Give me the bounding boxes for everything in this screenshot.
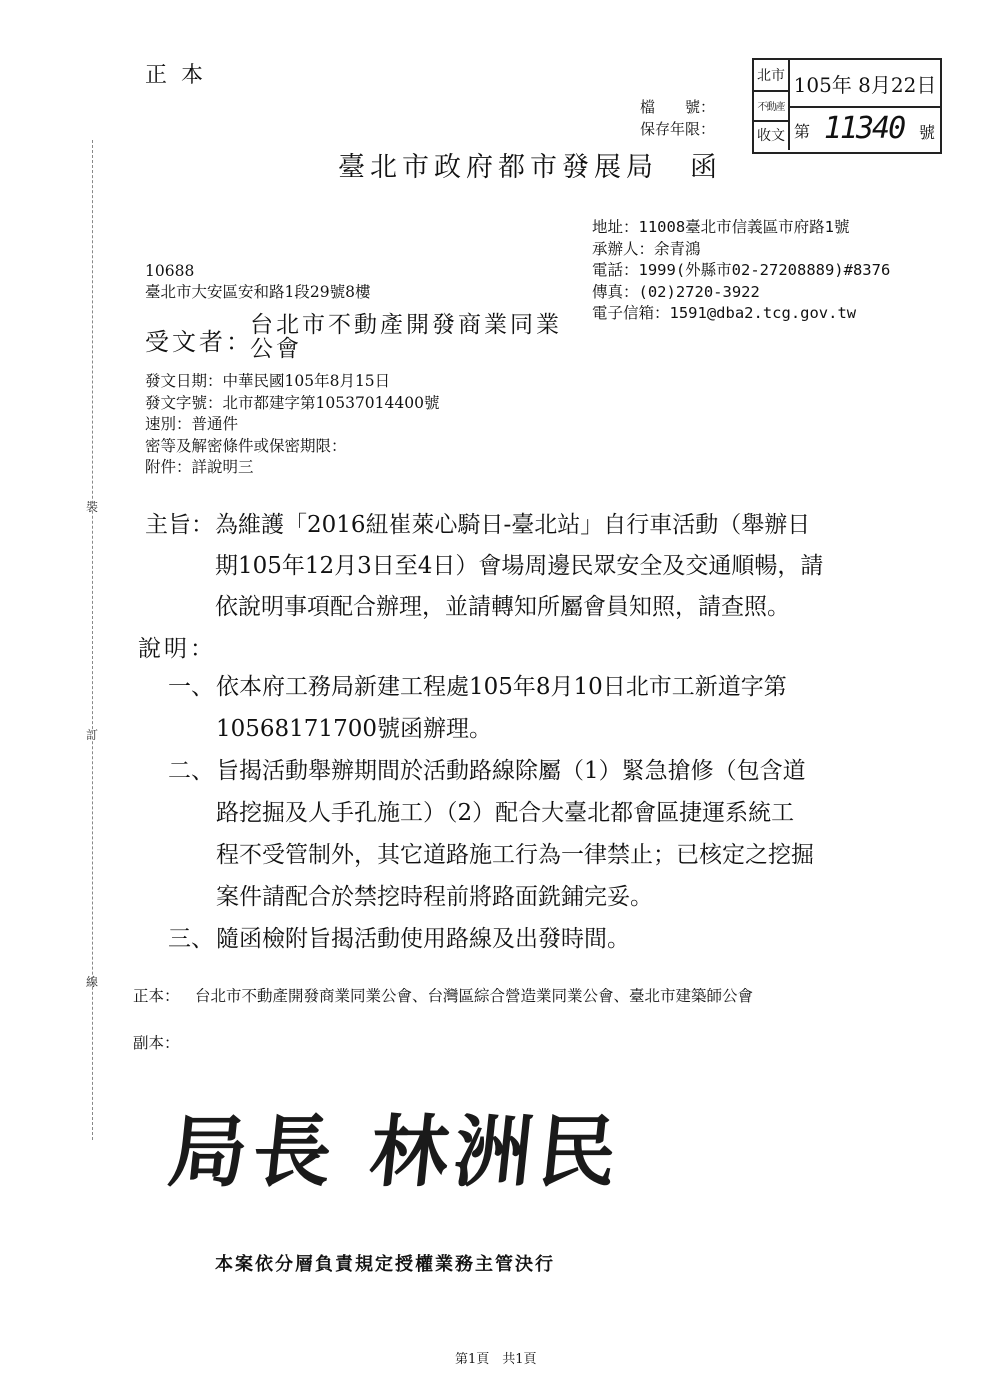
explanation-item	[168, 666, 928, 750]
contact-block	[592, 217, 890, 325]
copy-label: 副本：	[133, 1034, 180, 1052]
item-line: 案件請配合於禁挖時程前將路面銑鋪完妥。	[216, 884, 653, 910]
file-info	[640, 96, 715, 140]
stamp-date: 105年 8月22日	[790, 60, 940, 108]
delivery-speed: 速別：普通件	[145, 415, 239, 434]
item-line: 隨函檢附旨揭活動使用路線及出發時間。	[216, 926, 630, 952]
stamp-org-1: 北市	[754, 60, 790, 92]
retention-label: 保存年限：	[640, 120, 716, 138]
stamp-org-2: 不動產	[754, 90, 790, 122]
item-number: 一、	[168, 674, 214, 700]
document-title: 臺北市政府都市發展局 函	[338, 152, 722, 183]
subject-label: 主旨：	[145, 512, 214, 538]
recipient-name: 台北市不動產開發商業同業公會	[250, 312, 562, 362]
secrecy-level: 密等及解密條件或保密期限：	[145, 436, 347, 455]
original-label: 正本：	[133, 987, 180, 1005]
item-number: 三、	[168, 926, 214, 952]
original-distribution	[133, 987, 923, 1006]
recipient-address	[145, 261, 370, 303]
issue-date: 發文日期：中華民國105年8月15日	[145, 372, 391, 390]
explanation-label: 說明：	[138, 636, 216, 662]
item-number: 二、	[168, 758, 214, 784]
street-address: 臺北市大安區安和路1段29號8樓	[145, 283, 371, 301]
copy-mark: 正本	[145, 63, 218, 88]
recipient-label: 受文者：	[145, 328, 253, 356]
stamp-org-3: 收文	[754, 120, 790, 150]
contact-address: 地址：11008臺北市信義區市府路1號	[592, 218, 850, 236]
explanation-item	[168, 750, 928, 918]
contact-phone: 電話：1999(外縣市02-27208889)#8376	[592, 261, 891, 279]
meta-block	[145, 371, 439, 479]
contact-officer: 承辦人：余青鴻	[592, 239, 701, 258]
binding-mark-2: 訂	[86, 728, 99, 742]
postal-code: 10688	[145, 262, 195, 280]
contact-fax: 傳真：(02)2720-3922	[592, 282, 760, 301]
director-signature: 局長 林洲民	[164, 1107, 628, 1198]
file-number-label: 檔 號：	[640, 98, 716, 116]
binding-line	[92, 140, 93, 1140]
explanation-item	[168, 918, 928, 960]
item-line: 10568171700號函辦理。	[216, 716, 492, 742]
stamp-number-suffix: 號	[918, 122, 935, 142]
binding-mark-1: 裝	[86, 500, 99, 514]
binding-mark-3: 線	[86, 975, 99, 989]
contact-email: 電子信箱：1591@dba2.tcg.gov.tw	[592, 304, 857, 322]
subject-line: 依說明事項配合辦理，並請轉知所屬會員知照，請查照。	[215, 594, 790, 620]
delegation-note: 本案依分層負責規定授權業務主管決行	[215, 1254, 555, 1275]
page-footer: 第1頁 共1頁	[455, 1352, 537, 1367]
attachment: 附件：詳說明三	[145, 458, 254, 477]
item-line: 依本府工務局新建工程處105年8月10日北市工新道字第	[216, 674, 787, 700]
subject-section	[145, 505, 935, 628]
item-line: 路挖掘及人手孔施工）（2）配合大臺北都會區捷運系統工	[216, 800, 795, 826]
item-line: 旨揭活動舉辦期間於活動路線除屬（1）緊急搶修（包含道	[216, 758, 806, 784]
original-recipients: 台北市不動產開發商業同業公會、台灣區綜合營造業同業公會、臺北市建築師公會	[195, 987, 754, 1005]
receipt-stamp	[752, 58, 942, 154]
subject-line: 為維護「2016紐崔萊心騎日-臺北站」自行車活動（舉辦日	[215, 512, 811, 538]
subject-line: 期105年12月3日至4日）會場周邊民眾安全及交通順暢，請	[215, 553, 824, 579]
item-line: 程不受管制外，其它道路施工行為一律禁止；已核定之挖掘	[216, 842, 814, 868]
stamp-number-prefix: 第	[793, 121, 810, 141]
stamp-number: 11340	[823, 110, 905, 146]
reference-number: 發文字號：北市都建字第10537014400號	[145, 393, 440, 412]
